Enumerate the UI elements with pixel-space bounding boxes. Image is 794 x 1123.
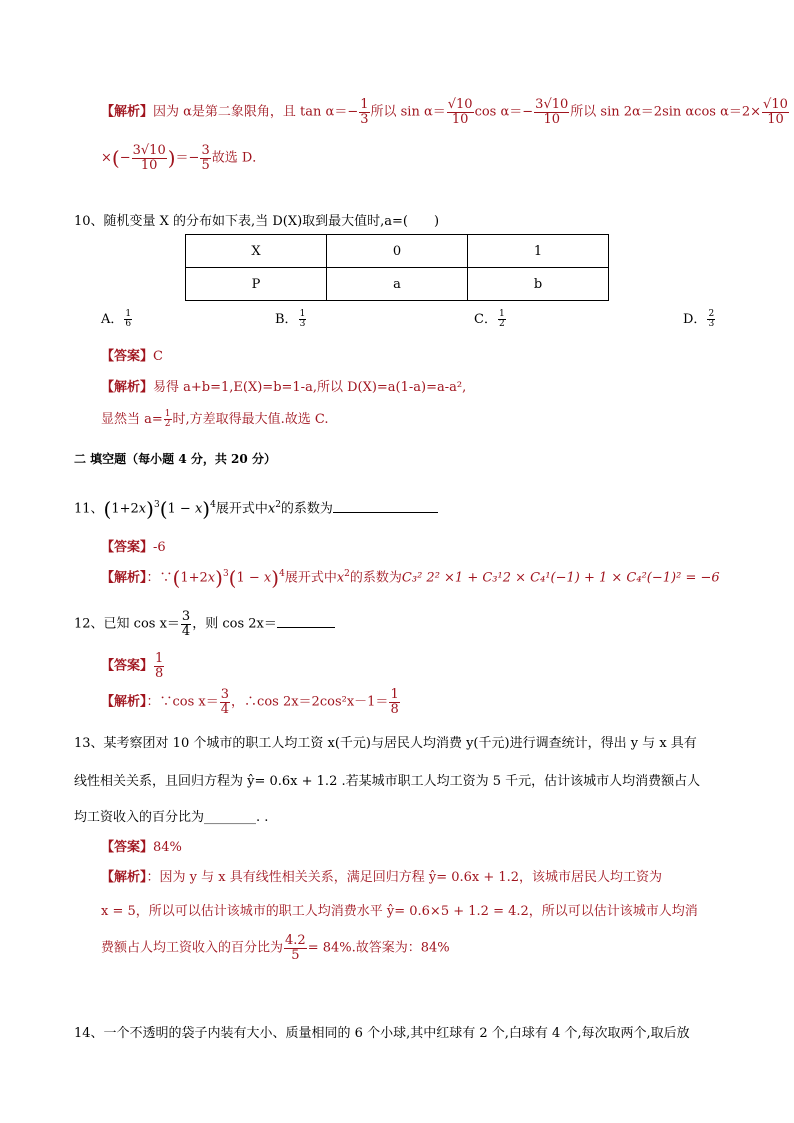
analysis-text: ：∵cos x＝ bbox=[146, 694, 219, 710]
frac-num: √10 bbox=[447, 97, 473, 112]
stem-frac bbox=[181, 610, 191, 638]
option-d bbox=[683, 308, 716, 329]
exponent: 4 bbox=[210, 500, 216, 511]
q10-stem: 10、随机变量 X 的分布如下表,当 D(X)取到最大值时,a=( ) bbox=[74, 214, 440, 229]
q9-frac-2 bbox=[447, 98, 474, 126]
q11-answer bbox=[101, 536, 166, 555]
table-row bbox=[186, 268, 609, 301]
analysis-label: 【解析】 bbox=[101, 870, 147, 885]
q13-line2: 线性相关关系，且回归方程为 ŷ= 0.6x + 1.2 .若某城市职工人均工资为 5 千元，估计该城市人均消费额占人 bbox=[74, 774, 701, 789]
frac-den: 8 bbox=[155, 665, 164, 681]
q12-answer bbox=[101, 652, 165, 680]
option-frac bbox=[299, 310, 307, 330]
q9-text-3: cos α＝− bbox=[474, 104, 534, 120]
analysis-label: 【解析】 bbox=[101, 380, 154, 395]
frac-num: 3√10 bbox=[535, 97, 569, 112]
paren-open: ( bbox=[228, 566, 237, 590]
q9-text-1: 因为 α是第二象限角，且 tan α＝− bbox=[153, 104, 359, 120]
frac-num: 1 bbox=[299, 308, 306, 319]
stem-text: ，则 cos 2x＝ bbox=[192, 616, 277, 632]
exponent: 3 bbox=[153, 500, 160, 511]
q14-stem: 14、一个不透明的袋子内装有大小、质量相同的 6 个小球,其中红球有 2 个,白球有 4 个,每次取两个,取后放 bbox=[74, 1026, 690, 1041]
frac-den: 3 bbox=[708, 319, 715, 329]
analysis-text: 易得 a+b=1,E(X)=b=1-a,所以 D(X)=a(1-a)=a-a², bbox=[153, 380, 467, 395]
frac-num: 1 bbox=[164, 408, 171, 419]
exponent: 4 bbox=[279, 569, 285, 580]
q10-analysis bbox=[101, 376, 466, 395]
frac-num: 3√10 bbox=[132, 143, 166, 158]
option-frac bbox=[498, 310, 506, 330]
frac-num: 1 bbox=[360, 97, 369, 112]
answer-label: 【答案】 bbox=[101, 840, 154, 855]
option-letter: A． bbox=[101, 312, 124, 327]
frac-den: 5 bbox=[201, 157, 210, 173]
paren-open: ( bbox=[103, 497, 112, 521]
frac-num: 1 bbox=[155, 651, 164, 666]
frac-den: 4 bbox=[220, 701, 230, 717]
q9-analysis-line2: ×(− $\frac{3√10}{10}$ )＝− $\frac{3}{5}$ 故选 D． bbox=[101, 143, 266, 173]
answer-label: 【答案】 bbox=[101, 658, 154, 674]
q9-frac-4 bbox=[762, 98, 789, 126]
paren-close: ) bbox=[146, 497, 154, 521]
frac-num: 3 bbox=[220, 687, 230, 702]
analysis-text: 费额占人均工资收入的百分比为 bbox=[101, 940, 284, 956]
q9-frac-3 bbox=[534, 98, 569, 126]
frac-num: 3 bbox=[201, 143, 210, 158]
analysis-text: = 84%.故答案为：84% bbox=[307, 940, 450, 956]
frac-den: 4 bbox=[181, 623, 191, 639]
analysis-text: ：∵ bbox=[146, 570, 173, 586]
q11-stem: 11、$(1+2x)^3(1 - x)^4$展开式中$x^2$的系数为 bbox=[74, 497, 438, 521]
section-title: 二 填空题（每小题 4 分，共 20 分） bbox=[74, 452, 276, 466]
option-frac bbox=[707, 310, 715, 330]
q10-analysis2 bbox=[101, 408, 329, 429]
paren-open: ( bbox=[159, 497, 168, 521]
q9-frac-5 bbox=[132, 144, 167, 172]
q11-analysis: 【解析】：$\because(1+2x)^3(1 - x)^4$展开式中$x^2$的系数为C₃² 2² ×1 + C₃¹2 × C₄¹(−1) + 1 × C₄²(−1)² = −6 bbox=[101, 566, 720, 590]
option-frac bbox=[124, 310, 132, 330]
answer-label: 【答案】 bbox=[101, 540, 154, 555]
analysis-frac bbox=[389, 688, 399, 716]
q9-text-4: 所以 sin 2α＝2sin αcos α＝2× bbox=[570, 104, 762, 120]
frac-num: 4.2 bbox=[285, 933, 306, 948]
frac-num: √10 bbox=[763, 97, 788, 112]
exponent: 2 bbox=[344, 569, 350, 580]
q12-analysis bbox=[101, 688, 401, 716]
stem-text: 12、已知 cos x＝ bbox=[74, 616, 180, 632]
stem-text: 展开式中 bbox=[215, 501, 268, 517]
answer-blank bbox=[333, 500, 438, 513]
frac-den: 3 bbox=[299, 319, 306, 329]
answer-value: 84% bbox=[153, 840, 182, 855]
paren-close: ) bbox=[202, 497, 211, 521]
option-a bbox=[101, 308, 133, 329]
analysis-frac bbox=[164, 410, 172, 430]
q12-stem bbox=[74, 610, 335, 638]
analysis-label: 【解析】 bbox=[101, 570, 147, 586]
frac-den: 6 bbox=[125, 319, 132, 329]
table-row bbox=[186, 235, 609, 268]
analysis-frac bbox=[220, 688, 230, 716]
q9-frac-1 bbox=[359, 98, 369, 126]
q13-analysis2: x = 5，所以可以估计该城市的职工人均消费水平 ŷ= 0.6×5 + 1.2 = 4.2，所以可以估计该城市人均消 bbox=[101, 904, 698, 919]
option-letter: C． bbox=[474, 312, 497, 327]
distribution-table bbox=[185, 234, 609, 301]
q9-text-2: 所以 sin α＝ bbox=[370, 104, 446, 120]
analysis-formula: C₃² 2² ×1 + C₃¹2 × C₄¹(−1) + 1 × C₄²(−1)² = −6 bbox=[401, 570, 720, 586]
analysis-label: 【解析】 bbox=[101, 104, 154, 120]
frac-den: 5 bbox=[291, 947, 300, 963]
table-cell: P bbox=[186, 268, 327, 301]
table-cell: 0 bbox=[327, 235, 468, 268]
q13-line3: 均工资收入的百分比为________. . bbox=[74, 810, 269, 825]
frac-num: 3 bbox=[181, 609, 191, 624]
table-cell: a bbox=[327, 268, 468, 301]
analysis-text: ，∴cos 2x＝2cos²x－1＝ bbox=[231, 694, 389, 710]
frac-den: 10 bbox=[543, 111, 560, 127]
question-number: 11、 bbox=[74, 501, 104, 517]
analysis-text: 的系数为 bbox=[349, 570, 402, 586]
table-cell: b bbox=[468, 268, 609, 301]
analysis-text: ：因为 y 与 x 具有线性相关关系，满足回归方程 ŷ= 0.6x + 1.2，该城市居民人均工资为 bbox=[146, 870, 663, 885]
answer-blank bbox=[277, 615, 335, 628]
frac-den: 10 bbox=[451, 111, 469, 127]
paren-close: ) bbox=[167, 146, 176, 171]
exponent: 3 bbox=[222, 569, 229, 580]
table-cell: X bbox=[186, 235, 327, 268]
paren-close: ) bbox=[271, 566, 280, 590]
frac-den: 8 bbox=[390, 701, 399, 717]
frac-den: 3 bbox=[360, 111, 369, 127]
option-c bbox=[474, 308, 507, 329]
answer-label: 【答案】 bbox=[101, 349, 154, 364]
option-letter: B． bbox=[275, 312, 298, 327]
table-cell: 1 bbox=[468, 235, 609, 268]
paren-open: ( bbox=[172, 566, 181, 590]
answer-frac bbox=[154, 652, 164, 680]
frac-num: 1 bbox=[125, 308, 132, 319]
frac-den: 10 bbox=[767, 111, 784, 127]
answer-value: C bbox=[153, 349, 163, 364]
analysis-label: 【解析】 bbox=[101, 694, 147, 710]
q13-analysis3 bbox=[101, 934, 450, 962]
stem-text: 的系数为 bbox=[280, 501, 333, 517]
answer-value: -6 bbox=[153, 540, 166, 555]
frac-num: 1 bbox=[390, 687, 399, 702]
q13-line1: 13、某考察团对 10 个城市的职工人均工资 x(千元)与居民人均消费 y(千元)进行调查统计，得出 y 与 x 具有 bbox=[74, 736, 697, 751]
q9-text-5: × bbox=[101, 150, 112, 166]
q9-text-7: 故选 D． bbox=[211, 150, 266, 166]
frac-num: 1 bbox=[498, 308, 505, 319]
paren-open: ( bbox=[111, 146, 120, 171]
analysis-text: 展开式中 bbox=[284, 570, 337, 586]
option-b bbox=[275, 308, 307, 329]
q13-analysis1 bbox=[101, 866, 662, 885]
frac-num: 2 bbox=[708, 308, 715, 319]
q9-frac-6 bbox=[200, 144, 210, 172]
q9-text-6: ＝− bbox=[175, 150, 200, 166]
q9-analysis-line1 bbox=[101, 98, 790, 126]
q13-answer bbox=[101, 836, 182, 855]
frac-den: 2 bbox=[164, 419, 171, 429]
option-letter: D． bbox=[683, 312, 707, 327]
exponent: 2 bbox=[275, 500, 281, 511]
analysis-text: 时,方差取得最大值.故选 C. bbox=[172, 412, 329, 427]
q10-answer bbox=[101, 345, 163, 364]
analysis-frac bbox=[284, 934, 307, 962]
analysis-text: 显然当 a= bbox=[101, 412, 163, 427]
frac-den: 10 bbox=[140, 157, 158, 173]
frac-den: 2 bbox=[498, 319, 505, 329]
paren-close: ) bbox=[215, 566, 223, 590]
